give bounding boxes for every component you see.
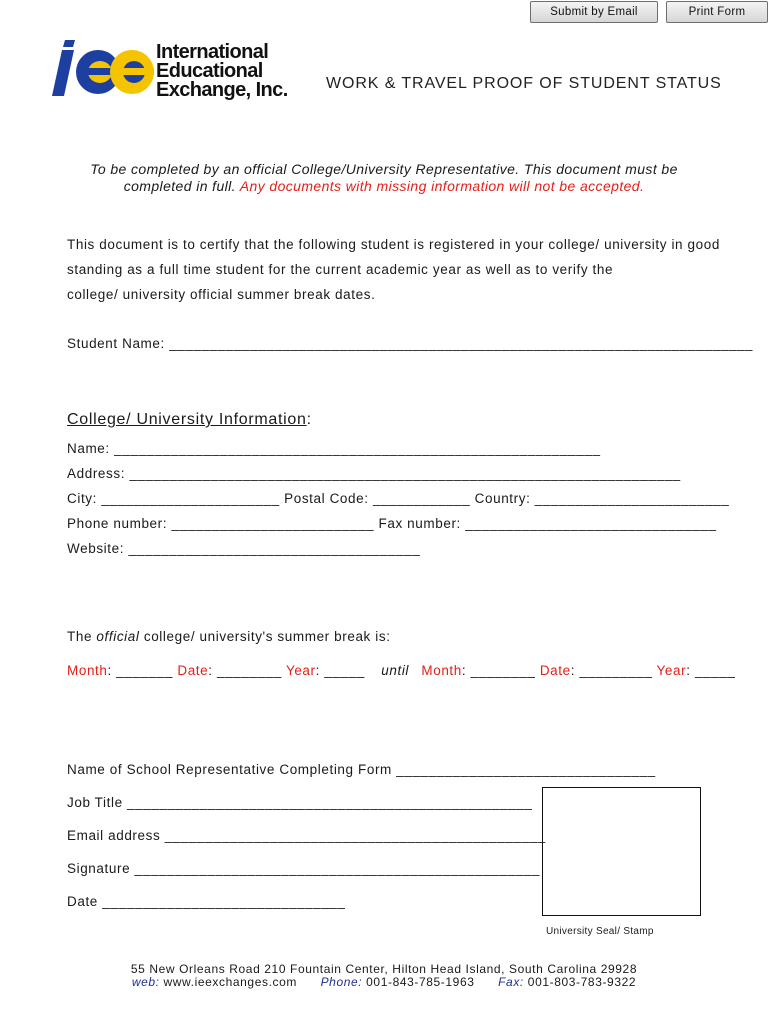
signature-field[interactable]: __________________________________________________ (134, 861, 540, 876)
print-form-button[interactable]: Print Form (666, 1, 768, 23)
college-address-label: Address: (67, 466, 130, 481)
fax-number-label: Fax number: (378, 516, 466, 531)
end-month-field[interactable]: : ________ (461, 663, 540, 678)
certification-paragraph (67, 232, 727, 307)
representative-name-row (67, 762, 707, 777)
web-value[interactable]: www.ieexchanges.com (159, 975, 297, 989)
country-label: Country: (474, 491, 535, 506)
paragraph-line3: college/ university official summer break dates. (67, 287, 376, 302)
company-name-line3: Exchange, Inc. (156, 79, 288, 101)
website-label: Website: (67, 541, 129, 556)
email-address-label: Email address (67, 828, 165, 843)
end-month-label: Month (421, 663, 462, 678)
fax-value: 001-803-783-9322 (523, 975, 637, 989)
fax-label: Fax: (498, 975, 524, 989)
summer-break-dates-row (67, 663, 736, 678)
end-year-field[interactable]: : _____ (686, 663, 736, 678)
signature-label: Signature (67, 861, 135, 876)
phone-number-label: Phone number: (67, 516, 172, 531)
start-date-field[interactable]: : ________ (208, 663, 286, 678)
job-title-row (67, 795, 533, 810)
college-location-row (67, 491, 730, 506)
summer-break-suffix: college/ university's summer break is: (139, 629, 391, 644)
start-year-label: Year (285, 663, 316, 678)
student-name-field[interactable]: ________________________________________________________________________ (169, 336, 753, 351)
official-emphasis: official (96, 629, 140, 644)
company-name-line1: International (156, 41, 269, 63)
company-name (156, 43, 288, 100)
phone-label: Phone: (320, 975, 363, 989)
intro-warning: Any documents with missing information will not be accepted. (239, 178, 645, 194)
college-website-row (67, 541, 707, 556)
footer-address: 55 New Orleans Road 210 Fountain Center, Hilton Head Island, South Carolina 29928 (130, 962, 638, 976)
college-address-row (67, 466, 707, 481)
summer-break-statement (67, 629, 391, 644)
date-row (67, 894, 517, 909)
country-field[interactable]: ________________________ (534, 491, 730, 506)
website-field[interactable]: ____________________________________ (128, 541, 421, 556)
postal-code-label: Postal Code: (284, 491, 373, 506)
postal-code-field[interactable]: ____________ (372, 491, 471, 506)
student-name-label: Student Name: (67, 336, 170, 351)
start-year-field[interactable]: : _____ (315, 663, 365, 678)
date-field[interactable]: ______________________________ (102, 894, 346, 909)
form-title: WORK & TRAVEL PROOF OF STUDENT STATUS (326, 75, 722, 92)
college-name-label: Name: (67, 441, 115, 456)
college-name-row (67, 441, 707, 456)
city-label: City: (67, 491, 102, 506)
college-contact-row (67, 516, 717, 531)
intro-instructions (70, 161, 698, 195)
start-month-field[interactable]: : _______ (107, 663, 178, 678)
web-label: web: (131, 975, 160, 989)
end-year-label: Year (656, 663, 687, 678)
college-name-field[interactable]: ____________________________________________________________ (114, 441, 601, 456)
college-section-heading (67, 411, 312, 429)
representative-name-label: Name of School Representative Completing Form (67, 762, 397, 777)
representative-name-field[interactable]: ________________________________ (396, 762, 656, 777)
end-date-label: Date (539, 663, 571, 678)
email-address-field[interactable]: _______________________________________________ (164, 828, 546, 843)
job-title-field[interactable]: __________________________________________________ (127, 795, 533, 810)
until-word: until (381, 663, 410, 678)
end-date-field[interactable]: : _________ (570, 663, 657, 678)
job-title-label: Job Title (67, 795, 128, 810)
paragraph-line1: This document is to certify that the following student is registered in your college/ university in good (67, 237, 720, 252)
summer-break-prefix: The (67, 629, 97, 644)
city-field[interactable]: ______________________ (101, 491, 280, 506)
ieee-logo-mark (44, 40, 156, 102)
email-address-row (67, 828, 546, 843)
college-section-colon: : (306, 411, 312, 428)
company-name-line2: Educational (156, 60, 263, 82)
seal-caption: University Seal/ Stamp (546, 926, 654, 937)
phone-number-field[interactable]: _________________________ (171, 516, 375, 531)
date-label: Date (67, 894, 103, 909)
phone-value: 001-843-785-1963 (362, 975, 475, 989)
footer-contact (0, 975, 768, 989)
intro-text: To be completed by an official College/University Representative. This document must be completed in full. (90, 161, 678, 194)
college-section-title: College/ University Information (67, 411, 307, 428)
signature-row (67, 861, 540, 876)
paragraph-line2: standing as a full time student for the current academic year as well as to verify the (67, 262, 614, 277)
fax-number-field[interactable]: _______________________________ (465, 516, 717, 531)
start-month-label: Month (67, 663, 108, 678)
college-address-field[interactable]: ____________________________________________________________________ (129, 466, 681, 481)
submit-by-email-button[interactable]: Submit by Email (530, 1, 658, 23)
university-seal-box (542, 787, 701, 916)
start-date-label: Date (177, 663, 209, 678)
student-name-row (67, 336, 753, 351)
